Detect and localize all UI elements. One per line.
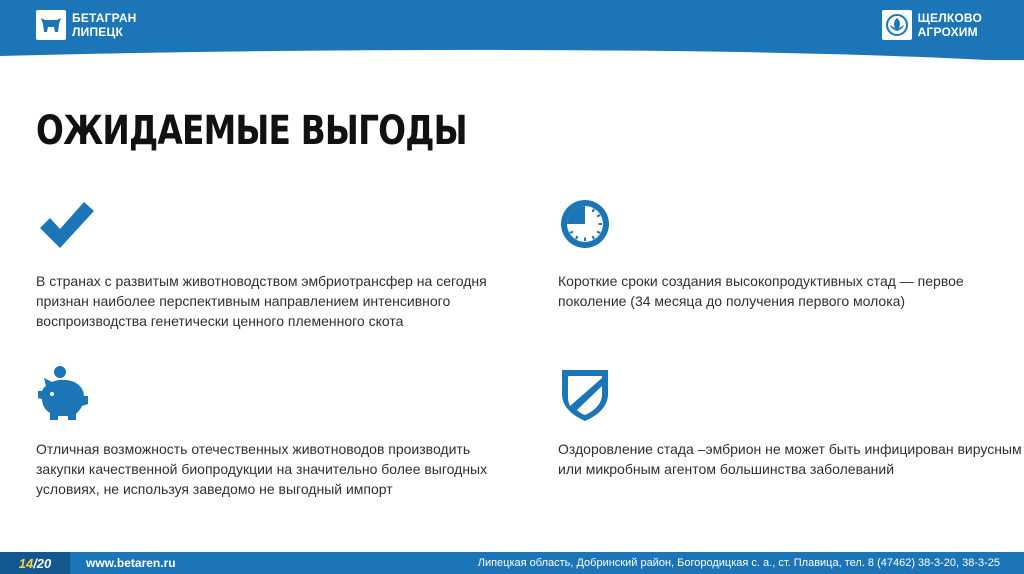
benefit-text: Короткие сроки создания высокопродуктивных стад — первое поколение (34 месяца до получения первого молока) — [558, 273, 964, 309]
betagran-logo-text — [72, 11, 137, 39]
benefit-text: В странах с развитым животноводством эмбриотрансфер на сегодня признан наиболее перспективным направлением интенсивного воспроизводства генетически ценного племенного скота — [36, 273, 487, 329]
left-logo-line2: ЛИПЕЦК — [72, 25, 123, 39]
agrohim-logo-text — [918, 11, 982, 39]
footer-bar — [0, 552, 1024, 574]
contact-address: Липецкая область, Добринский район, Богородицкая с. а., ст. Плавица, тел. 8 (47462) 38-3-20, 38-3-25 — [477, 557, 1000, 569]
left-logo-line1: БЕТАГРАН — [72, 11, 137, 25]
cow-logo-icon — [36, 10, 66, 40]
benefit-text: Оздоровление стада –эмбрион не может быть инфицирован вирусным или микробным агентом большинства заболеваний — [558, 441, 1022, 477]
benefit-item — [558, 196, 1024, 311]
benefit-item — [36, 196, 506, 331]
page-total: /20 — [33, 555, 52, 571]
checkmark-icon — [36, 196, 96, 256]
shield-icon — [558, 364, 618, 424]
leaf-logo-icon — [882, 10, 912, 40]
right-logo-line1: ЩЕЛКОВО — [917, 11, 982, 25]
betagran-logo[interactable] — [36, 10, 137, 40]
benefit-item — [36, 364, 506, 499]
clock-icon — [558, 196, 618, 256]
right-logo-line2: АГРОХИМ — [917, 25, 978, 39]
header-bar — [0, 0, 1024, 60]
page-current: 14 — [18, 555, 34, 571]
piggy-bank-icon — [36, 364, 96, 424]
page-number — [0, 552, 70, 574]
page-title: ОЖИДАЕМЫЕ ВЫГОДЫ — [36, 108, 467, 154]
website-link[interactable]: www.betaren.ru — [86, 556, 176, 570]
benefit-item — [558, 364, 1024, 479]
shchelkovo-agrohim-logo[interactable] — [882, 10, 982, 40]
header-background — [0, 0, 1024, 60]
benefit-text: Отличная возможность отечественных животноводов производить закупки качественной биопродукции на значительно более выгодных условиях, не используя заведомо не выгодный импорт — [36, 441, 488, 497]
